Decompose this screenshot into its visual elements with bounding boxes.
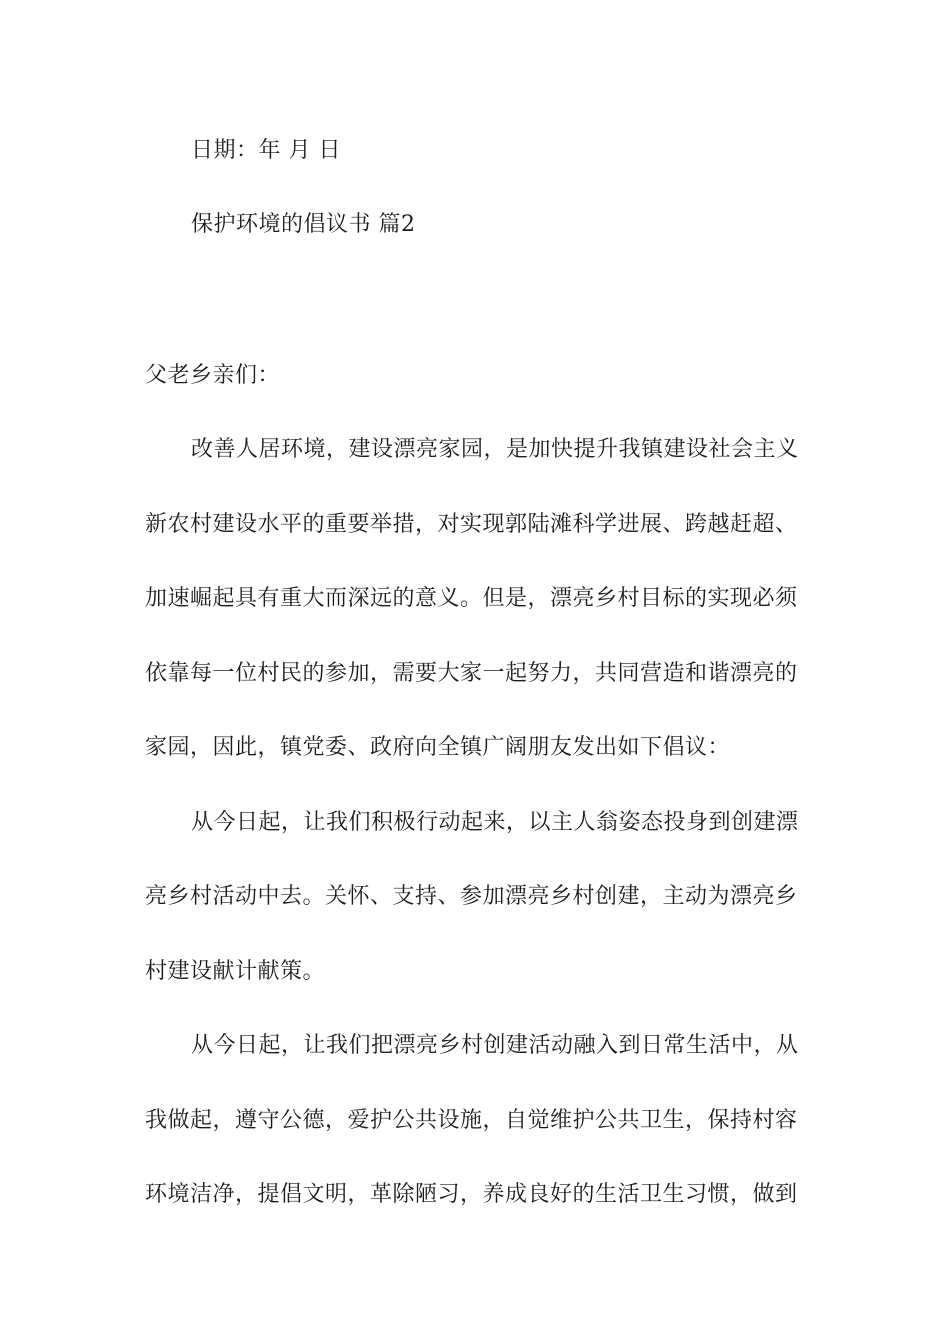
paragraph-line: 从今日起，让我们积极行动起来，以主人翁姿态投身到创建漂: [191, 810, 799, 835]
salutation: 父老乡亲们：: [145, 363, 281, 388]
date-line: 日期：年 月 日: [191, 138, 341, 163]
paragraph-line: 依靠每一位村民的参加，需要大家一起努力，共同营造和谐漂亮的: [145, 661, 798, 686]
paragraph-line: 改善人居环境，建设漂亮家园，是加快提升我镇建设社会主义: [191, 437, 799, 462]
paragraph-line: 家园，因此，镇党委、政府向全镇广阔朋友发出如下倡议：: [145, 735, 731, 760]
paragraph-line: 村建设献计献策。: [145, 959, 326, 984]
paragraph-line: 加速崛起具有重大而深远的意义。但是，漂亮乡村目标的实现必须: [145, 586, 798, 611]
paragraph-line: 环境洁净，提倡文明，革除陋习，养成良好的生活卫生习惯，做到: [145, 1182, 798, 1207]
section-heading: 保护环境的倡议书 篇2: [191, 212, 416, 237]
paragraph-line: 亮乡村活动中去。关怀、支持、参加漂亮乡村创建，主动为漂亮乡: [145, 884, 798, 909]
paragraph-line: 新农村建设水平的重要举措，对实现郭陆滩科学进展、跨越赶超、: [145, 512, 798, 537]
paragraph-line: 从今日起，让我们把漂亮乡村创建活动融入到日常生活中，从: [191, 1033, 799, 1058]
paragraph-line: 我做起，遵守公德，爱护公共设施，自觉维护公共卫生，保持村容: [145, 1108, 798, 1133]
